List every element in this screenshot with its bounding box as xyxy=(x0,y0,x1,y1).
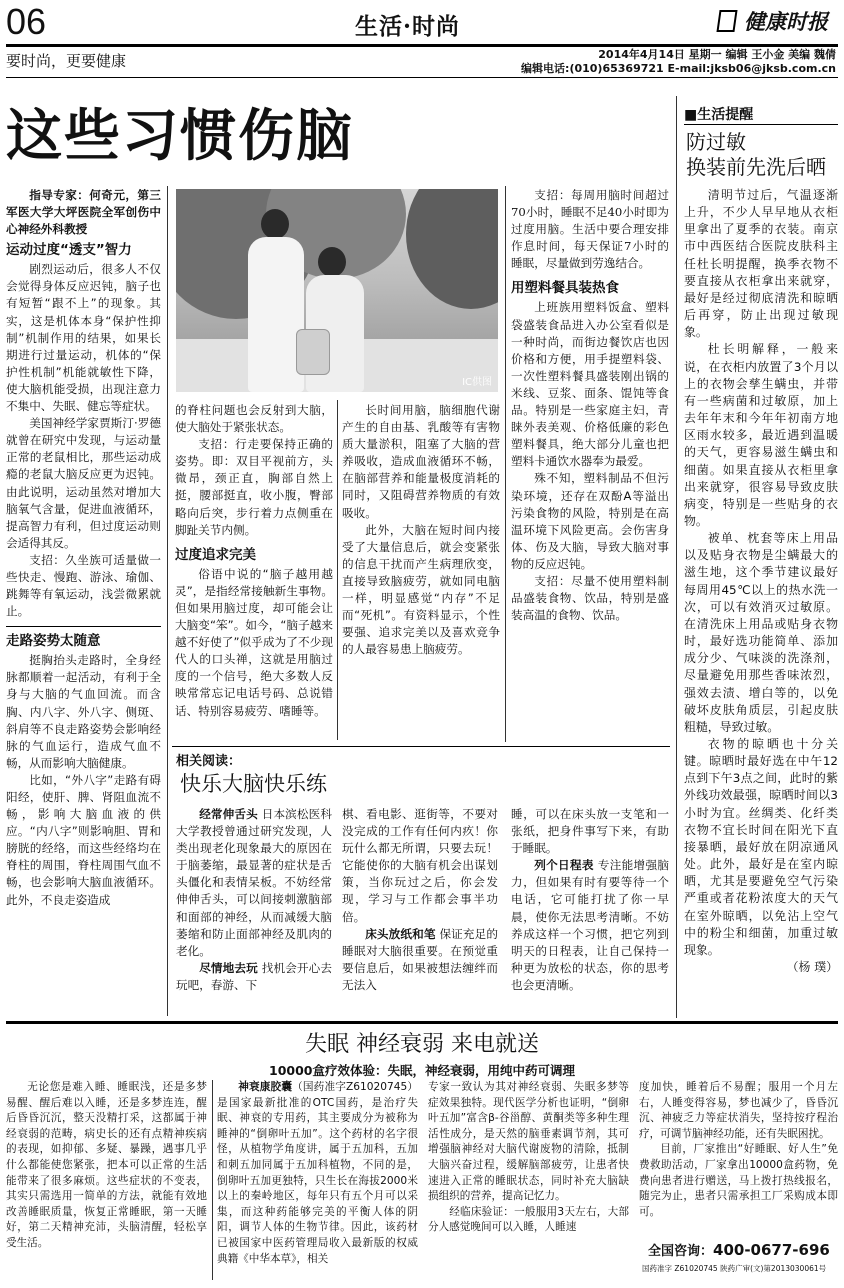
ad-column-2 xyxy=(217,1080,418,1280)
divider xyxy=(6,626,161,627)
related-para: 棋、看电影、逛街等，不要对没完成的工作有任何内疚！你玩什么都无所谓，只要去玩！它能使你的大脑有机会出谋划策，当你玩过之后，你会发现，学习与工作都会事半功倍。 xyxy=(342,807,498,924)
byline: （杨 璞） xyxy=(786,960,838,975)
article-column-1 xyxy=(6,187,161,1017)
related-label: 相关阅读： xyxy=(176,754,242,769)
sidebar-column xyxy=(684,187,838,1017)
related-lead: 经常伸舌头 xyxy=(199,807,258,821)
paragraph: 剧烈运动后，很多人不仅会觉得身体反应迟钝，脑子也有短暂“跟不上”的现象。其实，这是机体本身“保护性抑制”机制作用的结果，如果长期进行过量运动，机体的“保护性机制”机能就敏性下降，使大脑机能受损，出现注意力不集中、失眠、健忘等症状。 xyxy=(6,262,161,414)
subheading-exercise: 运动过度“透支”智力 xyxy=(6,242,132,259)
tip-plastic: 支招：尽量不使用塑料制品盛装食物、饮品，特别是盛装高温的食物、饮品。 xyxy=(511,573,669,623)
sidebar-label: ■生活提醒 xyxy=(684,107,754,123)
related-lead: 列个日程表 xyxy=(534,858,594,873)
column-rule xyxy=(337,400,338,740)
masthead-emblem-icon xyxy=(716,10,737,32)
photo-credit: IC供图 xyxy=(462,377,492,388)
article-title: 这些习惯伤脑 xyxy=(6,103,354,169)
ad-column-rule xyxy=(212,1080,213,1280)
ad-text xyxy=(217,1080,418,1267)
sidebar-title-2: 换装前先洗后晒 xyxy=(686,155,826,179)
section-title: 生活·时尚 xyxy=(355,13,461,40)
contact-line: 编辑电话:(010)65369721 E-mail:jksb06@jksb.com.cn xyxy=(521,62,836,75)
ad-approval: 国药准字 Z61020745 陕药广审(文)第2013030061号 xyxy=(642,1264,827,1273)
ad-hotline-number: 400-0677-696 xyxy=(713,1241,830,1259)
ad-hotline xyxy=(648,1240,830,1259)
article-column-2 xyxy=(175,402,333,742)
ad-text: 度加快，睡着后不易醒；服用一个月左右，人睡变得容易，梦也减少了，昏昏沉沉、神疲乏力等症状消失，坚持按疗程治疗，可调节脑神经功能，还有失眠困扰。 xyxy=(639,1081,838,1140)
related-text: 日本滨松医科大学教授曾通过研究发现，人类出现老化现象最大的原因在于脑萎缩，最显著的症状是舌头僵化和表情呆板。不妨经常伸伸舌头，可以间接刺激脑部和面部的神经，从而减缓大脑萎缩和防止面部神经及肌肉的老化。 xyxy=(176,807,332,958)
date-line: 2014年4月14日 星期一 编辑 王小金 美编 魏倩 xyxy=(598,48,836,61)
ad-text: 目前，厂家推出“好睡眠、好人生”免费救助活动，厂家拿出10000盒药物，免费向患者进行赠送，马上拨打热线报名，随完为止，患者只需承担工厂采购成本即可。 xyxy=(639,1143,838,1218)
paragraph: 比如，“外八字”走路有碍阳经，使肝、脾、肾阻血流不畅，影响大脑血液的供应。“内八字”则影响胆、胃和膀胱的经络，而这些经络均在脊柱的周围，脊柱周围气血不畅，也会影响大脑血液循环。此外，不良走姿造成 xyxy=(6,772,161,907)
related-column-3 xyxy=(511,806,669,1021)
ad-product-name: 神衰康胶囊 xyxy=(238,1081,293,1093)
paragraph: 的脊柱问题也会反射到大脑，使大脑处于紧张状态。 xyxy=(175,403,333,435)
article-photo xyxy=(176,189,498,392)
related-rule xyxy=(172,746,670,747)
related-column-2 xyxy=(342,806,498,1021)
column-rule xyxy=(167,186,168,1016)
ad-column-1 xyxy=(6,1080,207,1280)
ad-subheadline: 10000盒疗效体验：失眠，神经衰弱，用纯中药可调理 xyxy=(269,1063,575,1078)
paragraph: 清明节过后，气温逐渐上升，不少人早早地从衣柜里拿出了夏季的衣装。南京市中西医结合医院皮肤科主任杜长明提醒，换季衣物不要直接从衣柜拿出来就穿，最好是经过彻底清洗和晾晒后再穿，防止出现过敏现象。 xyxy=(684,188,838,340)
tip-perfection: 支招：每周用脑时间超过70小时，睡眠不足40小时即为过度用脑。生活中要合理安排作息时间，每天保证7小时的睡眠，尽量做到劳逸结合。 xyxy=(511,188,669,271)
ad-text: 无论您是难入睡、睡眠浅，还是多梦易醒、醒后难以入睡，还是多梦连连，醒后昏昏沉沉，整天没精打采，这都属于神经衰弱的范畴，病史长的还有点精神疾病的表现，如抑郁、多疑、暴躁，遇事几乎什么都能使您紧张，把本可以正常的生活能带来了很多麻烦。这些症状的不变表，其实只需选用一简单的方法，就能有效地改善睡眠质量，恢复正常睡眠，第一天睡好，第二天精神充沛，头脑清醒，轻松享受生活。 xyxy=(6,1081,207,1249)
paragraph: 杜长明解释，一般来说，在衣柜内放置了3个月以上的衣物会孳生螨虫，并带有一些病菌和过敏原，加上去年年末和今年年初南方地区雨水较多，最近遇到温暖的天气，更容易滋生螨虫和细菌。如果直接从衣柜里拿出来就穿，很容易导致皮肤病变，特别是一些贴身的衣物。 xyxy=(684,342,838,528)
paragraph: 挺胸抬头走路时，全身经脉都顺着一起活动，有利于全身与大脑的气血回流。而含胸、内八字、外八字、侧斑、斜肩等不良走路姿势会影响经脉的气血运行，造成气血不畅，从而影响大脑健康。 xyxy=(6,653,161,770)
sidebar-title-1: 防过敏 xyxy=(686,130,746,154)
paragraph: 衣物的晾晒也十分关键。晾晒时最好选在中午12点到下午3点之间，此时的紫外线功效最强，晾晒时间以3小时为宜。丝绸类、化纤类衣物不宜长时间在阳光下直接暴晒，最好放在阴凉通风处。此外，最好是在室内晾晒，尤其是要避免空气污染严重或者花粉浓度大的天气在室外晾晒，以免沾上空气中的粉尘和细菌，加重过敏现象。 xyxy=(684,737,838,957)
paragraph: 长时间用脑，脑细胞代谢产生的自由基、乳酸等有害物质大量淤积，阻塞了大脑的营养吸收，造成血液循环不畅，在脑部营养和能量极度消耗的同时，又阻碍营养物质的有效吸收。 xyxy=(342,403,500,520)
related-text: 保证充足的睡眠对大脑很重要。在预觉重要信息后，如果被想法缠绊而无法入 xyxy=(342,926,498,992)
related-para xyxy=(176,960,332,994)
paragraph: 俗语中说的“脑子越用越灵”，是指经常接触新生事物。但如果用脑过度，却可能会让大脑变“笨”。如今，“脑子越来越不好使了”似乎成为了不少现代人的口头禅，这就是用脑过度的一个信号，绝大多数人反映常常忘记电话号码、总说错话、特别容易疲劳、嗜睡等。 xyxy=(175,566,333,718)
column-rule xyxy=(505,186,506,742)
article-column-4 xyxy=(511,187,669,742)
ad-product-code: （国药准字Z61020745） xyxy=(292,1081,418,1093)
related-lead: 尽情地去玩 xyxy=(199,960,258,975)
related-text: 找机会开心去玩吧，春游、下 xyxy=(176,960,332,992)
masthead-text: 健康时报 xyxy=(744,9,829,34)
header-rule-top xyxy=(6,44,838,47)
photo-shopping-bag xyxy=(296,329,330,375)
header-rule-bottom xyxy=(6,77,838,78)
ad-text: 经临床验证：一般服用3天左右，大部分人感觉晚间可以入睡，人睡速 xyxy=(428,1205,629,1234)
ad-text: 专家一致认为其对神经衰弱、失眠多梦等症效果独特。现代医学分析也证明，“倒卵叶五加”富含β-谷甾醇、黄酮类等多种生理活性成分，是天然的脑垂素调节剂，其可增强脑神经对大脑代谢废物的清除，抵制大脑兴奋过程，缓解脑部疲劳，让患者快速进入正常的睡眠状态，同时补充大脑缺损组织的营养，提高记忆力。 xyxy=(428,1081,629,1203)
ad-column-3 xyxy=(428,1080,629,1280)
related-lead: 床头放纸和笔 xyxy=(365,926,436,941)
ad-rule-top xyxy=(6,1021,838,1024)
ad-column-4 xyxy=(639,1080,838,1218)
photo-woman-2 xyxy=(318,247,346,277)
photo-woman-1 xyxy=(261,209,289,239)
subheading-walking: 走路姿势太随意 xyxy=(6,633,101,650)
sidebar-label-rule xyxy=(684,124,838,125)
related-title: 快乐大脑快乐练 xyxy=(180,772,327,796)
masthead-logo xyxy=(718,6,836,38)
paragraph: 殊不知，塑料制品不但污染环境，还存在双酚A等溢出污染食物的风险，特别是在高温环境下风险更高。会伤害身体、伤及大脑，导致大脑对事物的反应迟钝。 xyxy=(511,471,669,571)
related-para xyxy=(342,926,498,994)
tip-exercise: 支招：久坐族可适量做一些快走、慢跑、游泳、瑜伽、跳舞等有氧运动，浅尝微累就止。 xyxy=(6,552,161,619)
article-column-3 xyxy=(342,402,500,742)
ad-headline: 失眠 神经衰弱 来电就送 xyxy=(305,1032,539,1057)
paragraph: 上班族用塑料饭盒、塑料袋盛装食品进入办公室看似是一种时尚，而街边餐饮店也因价格和方便，用手提塑料袋、一次性塑料餐具盛装刚出锅的米线、豆浆、面条、馄饨等食品。特别是一些家庭主妇，青睐外表美观、价格低廉的彩色塑料餐具，绝大部分儿童也把塑料卡通饮水器奉为最爱。 xyxy=(511,300,669,469)
related-text: 专注能增强脑力，但如果有时有要等待一个电话，它可能打扰了你一早晨，使你无法思考清晰。不妨养成这样一个习惯，把它列到明天的日程表，让自己保持一种更为放松的状态，你的思考也会更清晰。 xyxy=(511,858,669,992)
subheading-plastic: 用塑料餐具装热食 xyxy=(511,280,619,297)
related-column-1 xyxy=(176,806,332,1021)
ad-hotline-label: 全国咨询： xyxy=(648,1244,714,1259)
photo-tree xyxy=(406,189,498,309)
page-number: 06 xyxy=(6,1,47,42)
ad-text-body: 是国家最新批准的OTC国药，是治疗失眠、神衰的专用药，其主要成分为被称为睡神的“倒卵叶五加”。这个药材的名字很怪，从植物学角度讲，属于五加科，五加和刺五加同属于五加科植物，不同的是，倒卵叶五加更独特，只生长在海拔2000米以上的秦岭地区，每年只有五个月可以采集，而这种药能够完美的平衡人体的阴阳，调节人体的生物节律。因此，该药材已被国家中医药管理局收入最新版的权威典籍《中华本草》，相关 xyxy=(217,1096,418,1265)
expert-note: 指导专家：何奇元，第三军医大学大坪医院全军创伤中心神经外科教授 xyxy=(6,188,161,237)
related-para: 睡，可以在床头放一支笔和一张纸，把身件事写下来，有助于睡眠。 xyxy=(511,807,669,856)
paragraph: 此外，大脑在短时间内接受了大量信息后，就会变紧张的信息干扰而产生病理欣变，直接导致脑疲劳，就如同电脑一样，明显感觉“内存”不足而“死机”。有资料显示，个性要强、追求完美以及喜欢竞争的人最容易患上脑疲劳。 xyxy=(342,522,500,657)
tagline: 要时尚，更要健康 xyxy=(6,52,127,70)
related-para xyxy=(511,857,669,994)
tip-walking: 支招：行走要保持正确的姿势。即：双目平视前方，头微昂，颈正直，胸部自然上挺，腰部挺直，收小腹，臀部略向后突，步行着力点侧重在脚趾关节内侧。 xyxy=(175,437,333,537)
paragraph: 美国神经学家贾斯汀·罗德就曾在研究中发现，与运动量正常的老鼠相比，那些运动成瘾的老鼠大脑反应更为迟钝。由此说明，运动虽然对增加大脑氧气含量，促进血液循环，提高智力有利，但过度运动则会适得其反。 xyxy=(6,416,161,550)
subheading-perfection: 过度追求完美 xyxy=(175,546,256,563)
paragraph: 被单、枕套等床上用品以及贴身衣物是尘螨最大的滋生地，这个季节建议最好每周用45℃以上的热水洗一次，可以有效消灭过敏原。在清洗床上用品或贴身衣物时，最好选功能简单、添加成分少、气味淡的洗涤剂，尽量避免用那些香味浓烈，强效去渍、增白等的，以免破坏皮肤角质层，引起皮肤粗糙，导致过敏。 xyxy=(684,531,838,734)
related-para xyxy=(176,806,332,960)
sidebar-rule xyxy=(676,96,677,1018)
